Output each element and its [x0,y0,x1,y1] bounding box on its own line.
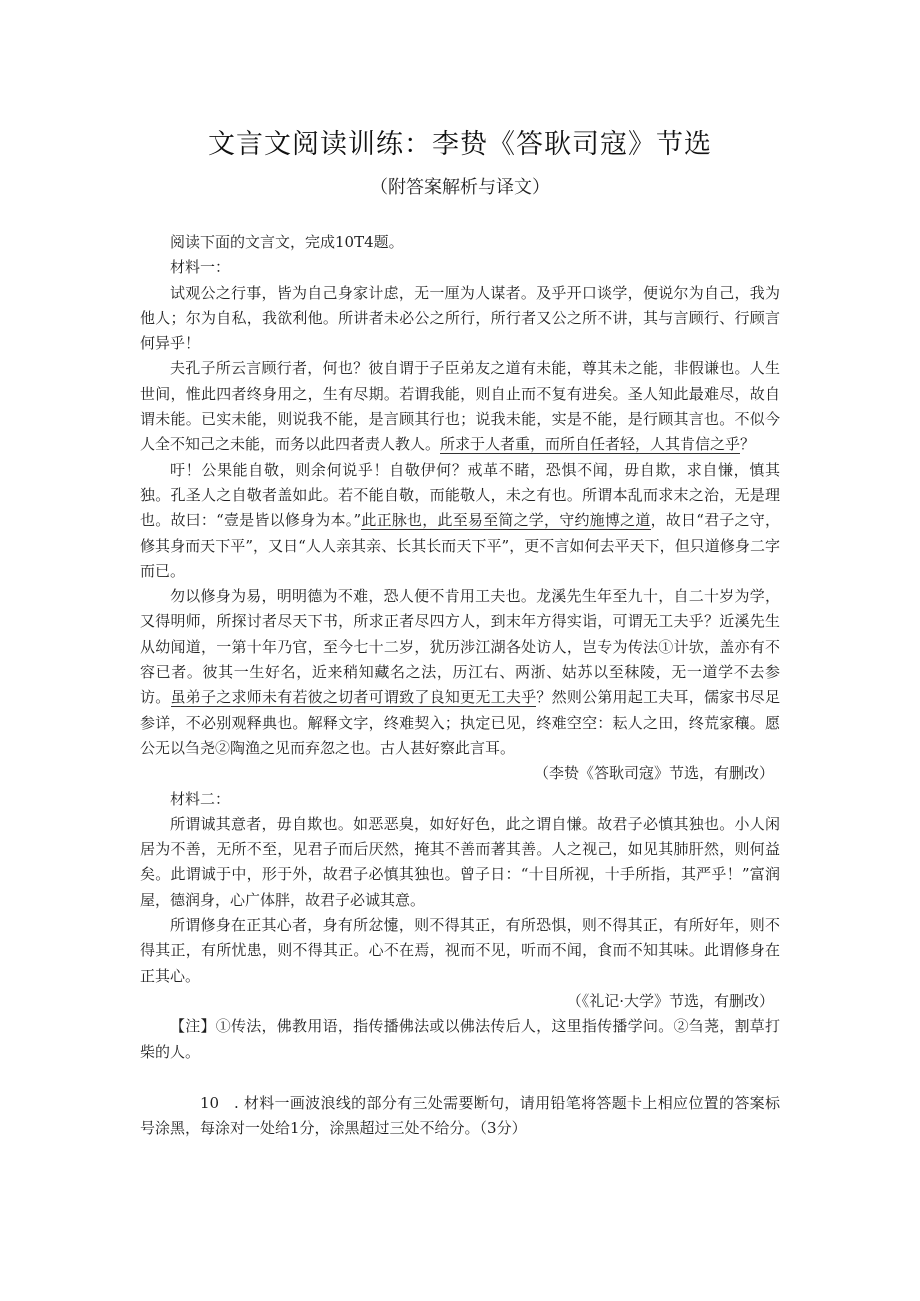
material2-paragraph-1: 所谓诚其意者，毋自欺也。如恶恶臭，如好好色，此之谓自慊。故君子必慎其独也。小人闲居为不善，无所不至，见君子而后厌然，掩其不善而著其善。人之视己，如见其肺肝然，则何益矣。此谓诚于中，形于外，故君子必慎其独也。曾子日：“十目所视，十手所指，其严乎！”富润屋，德润身，心广体胖，故君子必诚其意。 [140,814,780,909]
material1-paragraph-4 [140,584,780,761]
question-text: . 材料一画波浪线的部分有三处需要断句，请用铅笔将答题卡上相应位置的答案标号涂黑，每涂对一处给1分，涂黑超过三处不给分。（3分） [140,1093,780,1138]
intro-line: 阅读下面的文言文，完成10T4题。 [170,233,404,251]
note-label: 【注】 [170,1017,216,1036]
wavy-line-passage: 虽弟子之求师未有若彼之切者可谓致了良知更无工夫乎 [170,688,537,707]
underlined-passage-1: 所求于人者重，而所自任者轻，人其肯信之乎 [440,435,741,454]
material1-paragraph-2 [140,356,780,457]
note-text: ①传法，佛教用语，指传播佛法或以佛法传后人，这里指传播学问。②刍荛，割草打柴的人。 [140,1017,780,1061]
material2-label: 材料二： [170,789,231,808]
paragraph-text: 吁！公果能自敬，则余何说乎！自敬伊何？戒革不睹，恐惧不闻，毋自欺，求自慊，慎其独。孔圣人之自敬者盖如此。若不能自敬，而能敬人，未之有也。所谓本乱而求末之治，无是理也。故曰：“壹是皆以修身为本。” [140,460,780,530]
annotation-note [140,1014,780,1065]
paragraph-text: ？ [740,435,756,454]
material2-paragraph-2: 所谓修身在正其心者，身有所忿懥，则不得其正，有所恐惧，则不得其正，有所好年，则不得其正，有所忧患，则不得其正。心不在焉，视而不见，听而不闻，食而不知其味。此谓修身在正其心。 [140,916,780,985]
document-title: 文言文阅读训练：李贽《答耿司寇》节选 [208,129,712,160]
question-number: 10 [200,1093,220,1112]
document-subtitle: （附答案解析与译文） [370,177,550,198]
material2-source: （《礼记·大学》节选，有删改） [566,991,774,1010]
paragraph-text: ？然则公第用起工夫耳，儒家书尽足参详，不必别观释典也。解释文字，终难契入；执定已见，终难空空：耘人之田，终荒家穰。愿公无以刍尧②陶渔之见而弃忽之也。古人甚好察此言耳。 [140,688,780,757]
material1-paragraph-1: 试观公之行事，皆为自己身家计虑，无一厘为人谋者。及乎开口谈学，便说尔为自己，我为他人；尔为自私，我欲利他。所讲者未必公之所行，所行者又公之所不讲，其与言顾行、行顾言何异乎！ [140,283,780,353]
question-10 [140,1091,780,1142]
paragraph-text: ，故日“君子之守，修其身而天下平”，又日“人人亲其亲、长其长而天下平”，更不言如何去平天下，但只道修身二字而已。 [140,511,780,580]
material1-paragraph-3 [140,458,780,584]
underlined-passage-2: 此正脉也，此至易至简之学，守约施博之道 [361,511,651,530]
material1-source: （李贽《答耿司寇》节选，有删改） [533,764,774,783]
spacer [140,1065,780,1091]
paragraph-text: 夫孔子所云言顾行者，何也？彼自谓于子臣弟友之道有未能，尊其未之能，非假谦也。人生世间，惟此四者终身用之，生有尽期。若谓我能，则自止而不复有进矣。圣人知此最难尽，故自谓未能。已实未能，则说我不能，是言顾其行也；说我未能，实是不能，是行顾其言也。不似今人全不知己之未能，而务以此四者责人教人。 [140,359,780,454]
document-body [140,230,780,1141]
paragraph-text: 勿以修身为易，明明德为不难，恐人便不肯用工夫也。龙溪先生年至九十，自二十岁为学，又得明师，所探讨者尽天下书，所求正者尽四方人，到末年方得实诣，可谓无工夫乎？近溪先生从幼闻道，一第十年乃官，至今七十二岁，犹历涉江湖各处访人，岂专为传法①计欤，盖亦有不容已者。彼其一生好名，近来稍知藏名之法，历江右、两浙、姑苏以至秣陵，无一道学不去参访。 [140,587,780,707]
material1-label: 材料一： [170,258,231,277]
